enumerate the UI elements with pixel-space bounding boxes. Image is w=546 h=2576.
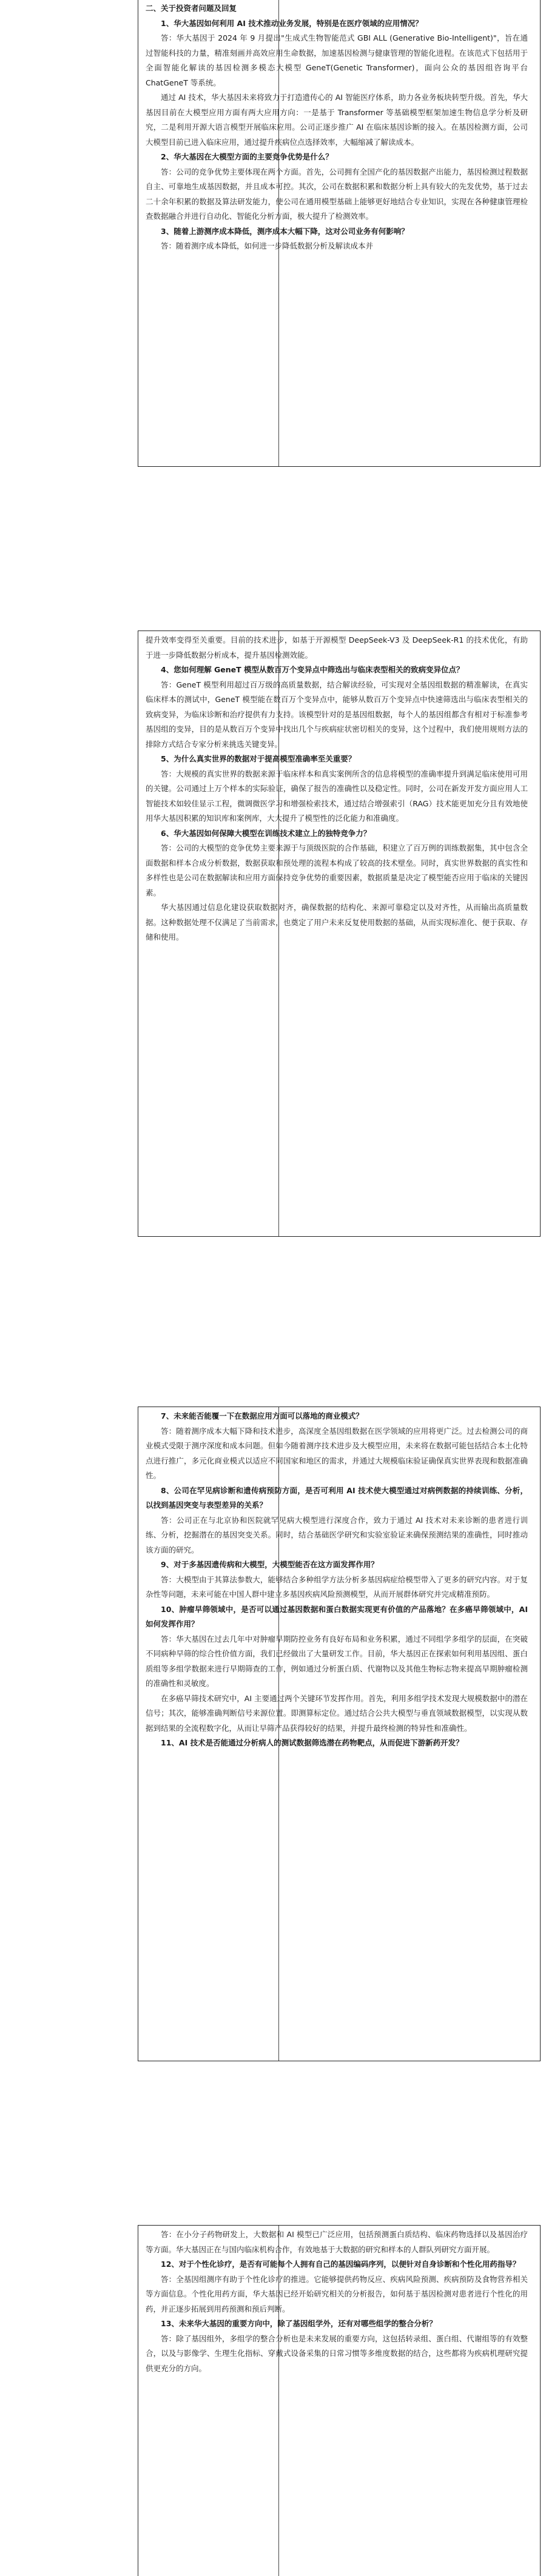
question-3: 3、随着上游测序成本降低，测序成本大幅下降，这对公司业务有何影响？ [161,226,409,236]
answer-paragraph: 答：公司的大模型的竞争优势主要来源于与顶级医院的合作基础，积建立了百万例的训练数据集，其中包含全面数据和样本合成分析数据，数据获取和预处理的流程本构成了较高的技术壁垒。同时，真实世界数据的真实性和多样性也是公司在数据解读和应用方面保持竞争优势的重要因素，数据质量是决定了模型能否应用于临床的关键因素。 [146,843,528,897]
question-7: 7、未来能否能覆一下在数据应用方面可以落地的商业模式？ [161,1411,363,1420]
answer-paragraph: 答：华大基因在过去几年中对肿瘤早期防控业务有良好布局和业务积累，通过不同组学多组学的层面，在突破不同病种早筛的综合性价值方面，我们已经做出了大量研发工作。目前，华大基因正在探索如何利用基因组、蛋白质组等多组学数据来进行早期筛查的工作，例如通过分析蛋白质、代谢物以及其他生物标志物来提高早期肿瘤检测的准确性和灵敏度。 [146,1634,528,1688]
section-heading: 二、关于投资者问题及回复 [146,4,237,13]
answer-paragraph: 在多癌早筛技术研究中，AI 主要通过两个关键环节发挥作用。首先，利用多组学技术发现大规模数据中的潜在信号；其次，能够准确判断信号来源位置。即测算标定位。通过结合公共大模型与垂直领域数据模型，以实现从数据到结果的全流程数字化，从而让早筛产品获得较好的结果，并提升最终检测的特异性和准确性。 [146,1693,528,1733]
answer-paragraph: 通过 AI 技术，华大基因未来将致力于打造遗传心的 AI 智能医疗体系，助力各业务板块转型升级。首先，华大基因目前在大模型应用方面有两大应用方向：一是基于 Transformer 等基础模型框架加速生物信息学分析及研究，二是利用开源大语言模型开展临床应用。公司正逐步推广 AI 在临床基因诊断的接入。在基因检测方面，公司大模型目前已进入临床应用，通过提升疾病位点选择效率，大幅缩减了解读成本。 [146,93,528,147]
answer-paragraph: 答：公司正在与北京协和医院就罕见病大模型进行深度合作，致力于通过 AI 技术对未来诊断的患者进行训练、分析，挖掘潜在的基因突变关系。同时，结合基础医学研究和实验室验证来确保预测结果的准确性，同时推动该方面的研究。 [146,1515,528,1554]
page-content [146,1409,528,1751]
answer-paragraph: 华大基因通过信息化建设获取数据对齐，确保数据的结构化、来源可靠稳定以及对齐性，从而输出高质量数据。这种数据处理不仅满足了当前需求，也奠定了用户未来反复使用数据的基础，从而实现标准化、便于获取、存储和使用。 [146,903,528,942]
question-9: 9、对于多基因遗传病和大模型，大模型能否在这方面发挥作用？ [161,1560,379,1569]
answer-paragraph: 答：华大基因于 2024 年 9 月提出"生成式生物智能范式 GBI ALL (Generative Bio-Intelligent)"，旨在通过智能科技的力量，精准刻画并高效应用生命数据，加速基因检测与健康管理的智能化进程。在该范式下包括用于全面智能化解读的基因检测多模态大模型 GeneT(Genetic Transformer)，面向公众的基因组咨询平台 ChatGeneT 等系统。 [146,33,528,87]
document-page-3 [0,1407,546,2061]
answer-paragraph: 答：在小分子药物研发上，大数据和 AI 模型已广泛应用，包括预测蛋白质结构、临床药物选择以及基因治疗等方面。华大基因正在与国内临床机构合作，有效地基于大数据的研究和样本的人群队列研究方面开展。 [146,2230,528,2254]
document-page-4 [0,2225,546,2576]
answer-paragraph: 答：GeneT 模型利用超过百万级的高质量数据，结合解读经验，可实现对全基因组数据的精准解读，在真实临床样本的测试中，GeneT 模型能在数百万个变异点中，能够从数百万个变异点中快速筛选出与临床表型相关的致病变异，为临床诊断和治疗提供有力支持。该模型针对的是基因组数据，每个人的基因组都含有相对于标准参考基因组的变异，目的是从数百万个变异中找出几个与疾病症状密切相关的变异，这个过程中，我们使用规则方法的排除方式结合专家分析来挑选关键变异。 [146,680,528,749]
page-content [146,633,528,945]
question-1: 1、华大基因如何利用 AI 技术推动业务发展，特别是在医疗领域的应用情况？ [161,18,423,28]
answer-paragraph: 答：大模型由于其算法参数大，能够结合多种组学方法分析多基因病症给模型带入了更多的研究内容。对于复杂性等问题，未来可能在中国人群中建立多基因疾病风险预测模型，从而开展群体研究并完成精准预防。 [146,1574,528,1599]
answer-paragraph: 答：全基因组测序有助于个性化诊疗的推进。它能够提供药物反应、疾病风险预测、疾病预防及食物营养相关等方面信息。个性化用药方面，华大基因已经开始研究相关的分析报告，如何基于基因检测对患者进行个性化的用药，并正逐步拓展到用药预测和预后判断。 [146,2274,528,2313]
document-page-1 [0,0,546,467]
page-content [146,2227,528,2376]
question-8: 8、公司在罕见病诊断和遗传病预防方面，是否可利用 AI 技术使大模型通过对病例数据的持续训练、分析，以找到基因突变与表型差异的关系？ [146,1485,528,1510]
answer-paragraph: 答：大规模的真实世界的数据来源于临床样本和真实案例所含的信息将模型的准确率提升到满足临床使用可用的关键。公司通过上万个样本的实际验证，确保了报告的准确性以及稳定性。同时，公司在新发开发方面应用人工智能技术如较佳显示工程，微调微医学习和增强检索技术，通过结合增强索引（RAG）技术能更加充分且有效地使用华大基因积累的知识库和案例库，大大提升了模型性的泛化能力和准确度。 [146,769,528,823]
answer-paragraph: 答：随着测序成本降低，如何进一步降低数据分析及解读成本并 [161,241,374,250]
answer-continuation: 提升效率变得至关重要。目前的技术进步，如基于开源模型 DeepSeek-V3 及 DeepSeek-R1 的技术优化，有助于进一步降低数据分析成本，提升基因检测效能。 [146,635,528,660]
answer-paragraph: 答：随着测序成本大幅下降和技术进步，高深度全基因组数据在医学领域的应用将更广泛。过去检测公司的商业模式受限于测序深度和成本问题。但如今随着测序技术进步及大模型应用，未来将在数据可能包括结合本土化特点进行推广，多元化商业模式以适应不同国家和地区的需求，并通过大规模临床验证确保真实世界表现和数据准确性。 [146,1426,528,1480]
question-6: 6、华大基因如何保障大模型在训练技术建立上的独特竞争力？ [161,828,371,838]
answer-paragraph: 答：公司的竞争优势主要体现在两个方面。首先，公司拥有全国产化的基因数据产出能力，基因检测过程数据自主、可靠地生成基因数据，并且成本可控。其次，公司在数据积累和数据分析上具有较大的先发优势，基于过去二十余年积累的数据及算法研发能力，使公司在通用模型基础上能够更好地结合专业知识，实现在各种健康管理检查数据融合并进行自动化、智能化分析方面，极大提升了检测效率。 [146,167,528,221]
question-4: 4、您如何理解 GeneT 模型从数百万个变异点中筛选出与临床表型相关的致病变异位点？ [161,665,464,674]
question-10: 10、肿瘤早筛领域中，是否可以通过基因数据和蛋白数据实现更有价值的产品落地？在多癌早筛领域中，AI 如何发挥作用？ [146,1604,528,1628]
page-content [146,1,528,254]
question-13: 13、未来华大基因的重要方向中，除了基因组学外，还有对哪些组学的整合分析？ [161,2319,437,2328]
question-5: 5、为什么真实世界的数据对于提高模型准确率至关重要？ [161,754,356,763]
document-page-2 [0,631,546,1237]
question-2: 2、华大基因在大模型方面的主要竞争优势是什么？ [161,152,333,161]
question-12: 12、对于个性化诊疗，是否有可能每个人拥有自己的基因编码序列，以便针对自身诊断和个性化用药指导？ [161,2260,521,2269]
answer-paragraph: 答：除了基因组外，多组学的整合分析也是未来发展的重要方向，这包括转录组、蛋白组、代谢组等的有效整合，以及与影像学、生理生化指标、穿戴式设备采集的日常习惯等多维度数据的结合，这些都将为疾病机理研究提供更充分的方向。 [146,2333,528,2373]
question-11: 11、AI 技术是否能通过分析病人的测试数据筛选潜在药物靶点，从而促进下游新药开发？ [161,1738,463,1747]
